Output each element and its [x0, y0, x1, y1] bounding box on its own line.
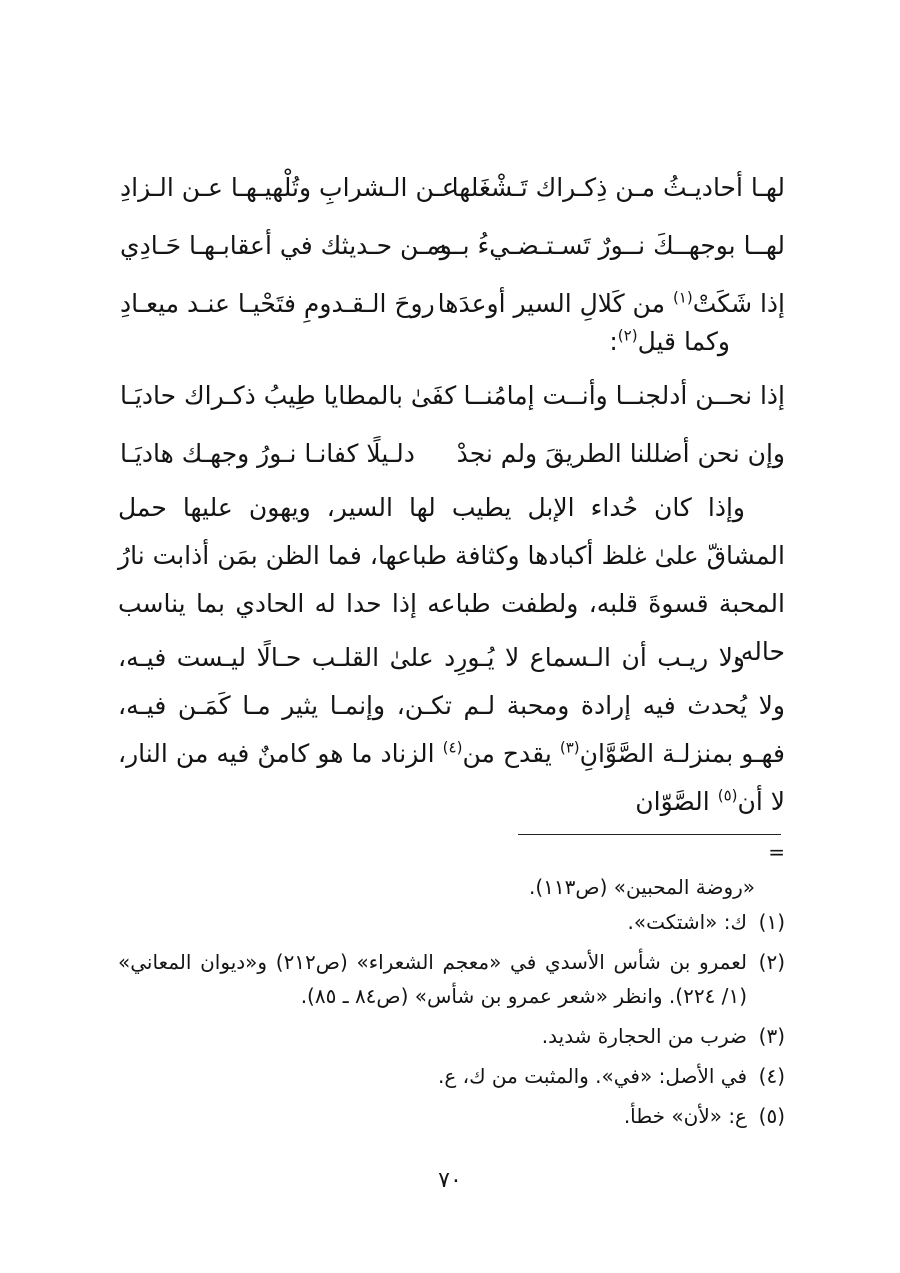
verse-first-hemistich: لهــا بوجهــكَ نــورٌ تَسـتـضـيءُ بــه — [434, 231, 785, 260]
quote-intro — [609, 322, 730, 362]
footnote-ref-3[interactable]: (٣) — [559, 738, 580, 757]
footnote — [118, 1019, 785, 1053]
footnote-number: (٢) — [758, 950, 785, 974]
footnote — [118, 945, 785, 1013]
footnote — [118, 1099, 785, 1133]
intro-colon: : — [609, 327, 618, 356]
verse — [120, 226, 785, 284]
footnote-ref-4[interactable]: (٤) — [442, 738, 463, 757]
paragraph-2 — [118, 634, 785, 826]
footnote-text: ك: «اشتكت». — [627, 910, 747, 934]
footnote-number: (١) — [758, 910, 785, 934]
footnote-ref-5[interactable]: (٥) — [717, 786, 738, 805]
verse-first-hemistich: وإن نحن أضللنا الطريقَ ولم نجدْ — [456, 439, 785, 468]
footnote-ref-2[interactable]: (٢) — [617, 326, 638, 345]
footnote — [118, 1059, 785, 1093]
page-number: ٧٠ — [438, 1168, 462, 1193]
footnote-number: (٤) — [758, 1064, 785, 1088]
paragraph-text: الزناد ما هو كامنٌ فيه من النار، لا أن — [118, 739, 785, 816]
verse — [120, 168, 785, 226]
footnote-continuation-text: «روضة المحبين» (ص١١٣). — [528, 875, 755, 899]
footnote-text: ع: «لأن» خطأ. — [623, 1104, 747, 1128]
verse-second-hemistich: ومـن حـديثك في أعقابـهـا حَـادِي — [120, 231, 452, 260]
poem-2 — [120, 376, 785, 492]
footnote-number: (٣) — [758, 1024, 785, 1048]
verse-second-hemistich: عـن الـشرابِ وتُلْهيـهـا عـن الـزادِ — [120, 173, 457, 202]
footnote-text: لعمرو بن شأس الأسدي في «معجم الشعراء» (ص٢١٢) و«ديوان المعاني» (١/ ٢٢٤). وانظر «شعر عمرو بن شأس» (ص٨٤ ـ ٨٥). — [118, 950, 747, 1008]
verse-second-hemistich: كفَىٰ بالمطايا طِيبُ ذكـراك حاديَـا — [120, 381, 457, 410]
footnote-text: ضرب من الحجارة شديد. — [541, 1024, 747, 1048]
verse-first-hemistich: لهـا أحاديـثُ مـن ذِكـراك تَـشْغَلها — [451, 173, 785, 202]
verse — [120, 376, 785, 434]
footnotes — [118, 905, 785, 1139]
footnote-continuation-mark: = — [768, 840, 785, 864]
poem-1 — [120, 168, 785, 342]
verse-first-hemistich: إذا نحــن أدلجنــا وأنــت إمامُنــا — [463, 381, 785, 410]
footnote-separator — [518, 834, 781, 835]
footnote-number: (٥) — [758, 1104, 785, 1128]
paragraph-1: وإذا كان حُداء الإبل يطيب لها السير، ويهون عليها حمل المشاقّ علىٰ غلظ أكبادها وكثافة طباعها، فما الظن بمَن أذابت نارُ المحبة قسوةَ قلبه، ولطفت طباعه إذا حدا له الحادي بما يناسب حاله. — [118, 493, 785, 666]
footnote — [118, 905, 785, 939]
hemistich-text: إذا شَكَتْ — [692, 289, 785, 318]
paragraph-text: يقدح من — [462, 739, 560, 768]
paragraph-text: ولا ريـب أن الـسماع لا يُـورِد علىٰ القلـب حـالًا ليـست فيـه، ولا يُحدث فيه إرادة ومحبة لـم تكـن، وإنمـا يثير مـا كَمَـن فيـه، فهـو بمنزلـة الصَّوَّانِ — [118, 643, 785, 768]
paragraph-text: الصَّوّان — [635, 787, 718, 816]
hemistich-text-rest: من كَلالِ السير أوعدَها — [437, 289, 673, 318]
verse-first-hemistich — [438, 284, 785, 324]
footnote-ref-1[interactable]: (١) — [672, 288, 693, 307]
verse-second-hemistich: روحَ الـقـدومِ فتَحْيـا عنـد ميعـادِ — [120, 289, 435, 318]
intro-text: وكما قيل — [637, 327, 730, 356]
footnote-text: في الأصل: «في». والمثبت من ك، ع. — [437, 1064, 747, 1088]
verse-second-hemistich: دلـيلًا كفانـا نـورُ وجهـك هاديَـا — [120, 439, 415, 468]
